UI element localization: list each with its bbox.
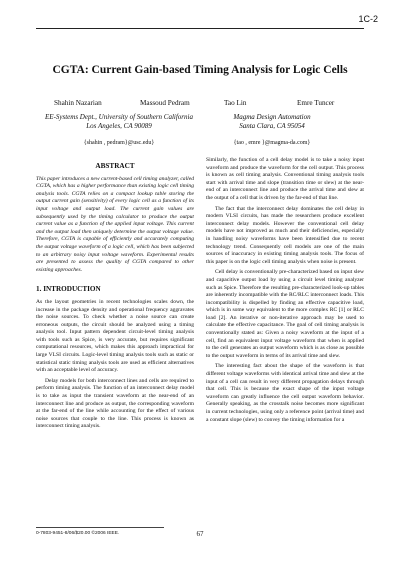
right-column xyxy=(206,157,364,427)
author-name: Emre Tuncer xyxy=(297,99,335,107)
left-column xyxy=(36,157,194,434)
affiliation-right xyxy=(212,113,332,131)
body-paragraph: Delay models for both interconnect lines and cells are required to perform timing analysis. The function of an interconnect delay model is to take as input the transient waveform at the near-end of an interconnect line and produce as output, the corresponding waveform at the far-end of the line while accounting for the effect of various noise sources that couple to the line. This process is known as interconnect timing analysis. xyxy=(36,377,194,430)
affiliation-line: Magma Design Automation xyxy=(233,113,311,121)
paper-title: CGTA: Current Gain-based Timing Analysis for Logic Cells xyxy=(52,64,348,76)
page-number: 67 xyxy=(196,530,204,538)
affiliation-line: EE-Systems Dept., University of Southern California xyxy=(45,113,193,121)
author-name: Shahin Nazarian xyxy=(54,99,102,107)
abstract-text: This paper introduces a new current-based cell timing analyzer, called CGTA, which has a higher performance than existing logic cell timing analysis tools. CGTA relies on a compact lookup table storing the output current gain (sensitivity) of every logic cell as a function of its input voltage and output load. The current gain values are subsequently used by the timing calculator to produce the output current value as a function of the applied input voltage. This current and the output load then uniquely determine the output voltage value. Therefore, CGTA is capable of efficiently and accurately computing the output voltage waveform of a logic cell, which has been subjected to an arbitrary noisy input voltage waveform. Experimental results are presented to assess the quality of CGTA compared to other existing approaches. xyxy=(36,175,194,273)
affiliation-left xyxy=(34,113,204,131)
abstract-heading: ABSTRACT xyxy=(95,162,135,170)
footer-rule xyxy=(36,527,164,528)
paper-tag: 1C-2 xyxy=(358,14,378,24)
email-right: {tao , emre }@magma-da.com} xyxy=(233,140,311,146)
body-paragraph: As the layout geometries in recent technologies scales down, the increase in the package density and operational frequency aggravates the noise sources. To check whether a noise source can create erroneous outputs, the circuit should be analyzed using a timing analysis tool. Input pattern dependent circuit-level timing analysis with tools such as Spice, is very accurate, but requires significant computational resources, which makes this approach impractical for large VLSI circuits. Logic-level timing analysis tools such as static or statistical static timing analysis tools are used as efficient alternatives with an acceptable level of accuracy. xyxy=(36,298,194,374)
author-name: Tao Lin xyxy=(224,99,247,107)
author-name: Massoud Pedram xyxy=(140,99,190,107)
body-paragraph: The fact that the interconnect delay dominates the cell delay in modern VLSI circuits, has made the researchers produce excellent interconnect delay models. However the conventional cell delay models have not improved as much and their deficiencies, especially in handling noisy waveforms have been intensified due to recent technology trend. Consequently cell models are one of the main sources of inaccuracy in existing timing analysis tools. The focus of this paper is on the logic cell timing analysis when noise is present. xyxy=(206,205,364,265)
body-paragraph: The interesting fact about the shape of the waveform is that different voltage waveforms with identical arrival time and slew at the input of a cell can result in very different propagation delays through that cell. This is because the exact shape of the input voltage waveform can greatly influence the cell output waveform behavior. Generally speaking, as the crosstalk noise becomes more significant in current technologies, using only a reference point (arrival time) and a constant slope (slew) to convey the timing information for a xyxy=(206,363,364,423)
copyright-line: 0-7803-9451-8/06/$20.00 ©2006 IEEE. xyxy=(36,531,120,536)
body-paragraph: Similarly, the function of a cell delay model is to take a noisy input waveform and produce the waveform for the cell output. This process is known as cell timing analysis. Conventional timing analysis tools start with arrival time and slope (transition time or slew) at the near-end of an interconnect line and produce the arrival time and slew at the output of a cell that is driven by the far-end of that line. xyxy=(206,157,364,201)
affiliation-line: Los Angeles, CA 90089 xyxy=(86,122,152,130)
body-paragraph: Cell delay is conventionally pre-characterized based on input slew and capacitive output load by using a circuit level timing analyzer such as Spice. Therefore the resulting pre-characterized look-up tables are inherently incompatible with the RC/RLC interconnect loads. This incompatibility is dispelled by finding an effective capacitive load, which is in some way equivalent to the more complex RC [1] or RLC load [2]. An iterative or non-iterative approach may be used to calculate the effective capacitance. The goal of cell timing analysis is conventionally stated as: Given a noisy waveform at the input of a cell, find an equivalent input voltage waveform that when is applied to the cell generates an output waveform which is as close as possible to the output waveform in terms of its arrival time and slew. xyxy=(206,269,364,359)
introduction-heading: 1. INTRODUCTION xyxy=(36,285,101,294)
email-left: {shahin , pedram}@usc.edu} xyxy=(83,140,155,146)
header-rule xyxy=(36,28,364,29)
affiliation-line: Santa Clara, CA 95054 xyxy=(239,122,305,130)
